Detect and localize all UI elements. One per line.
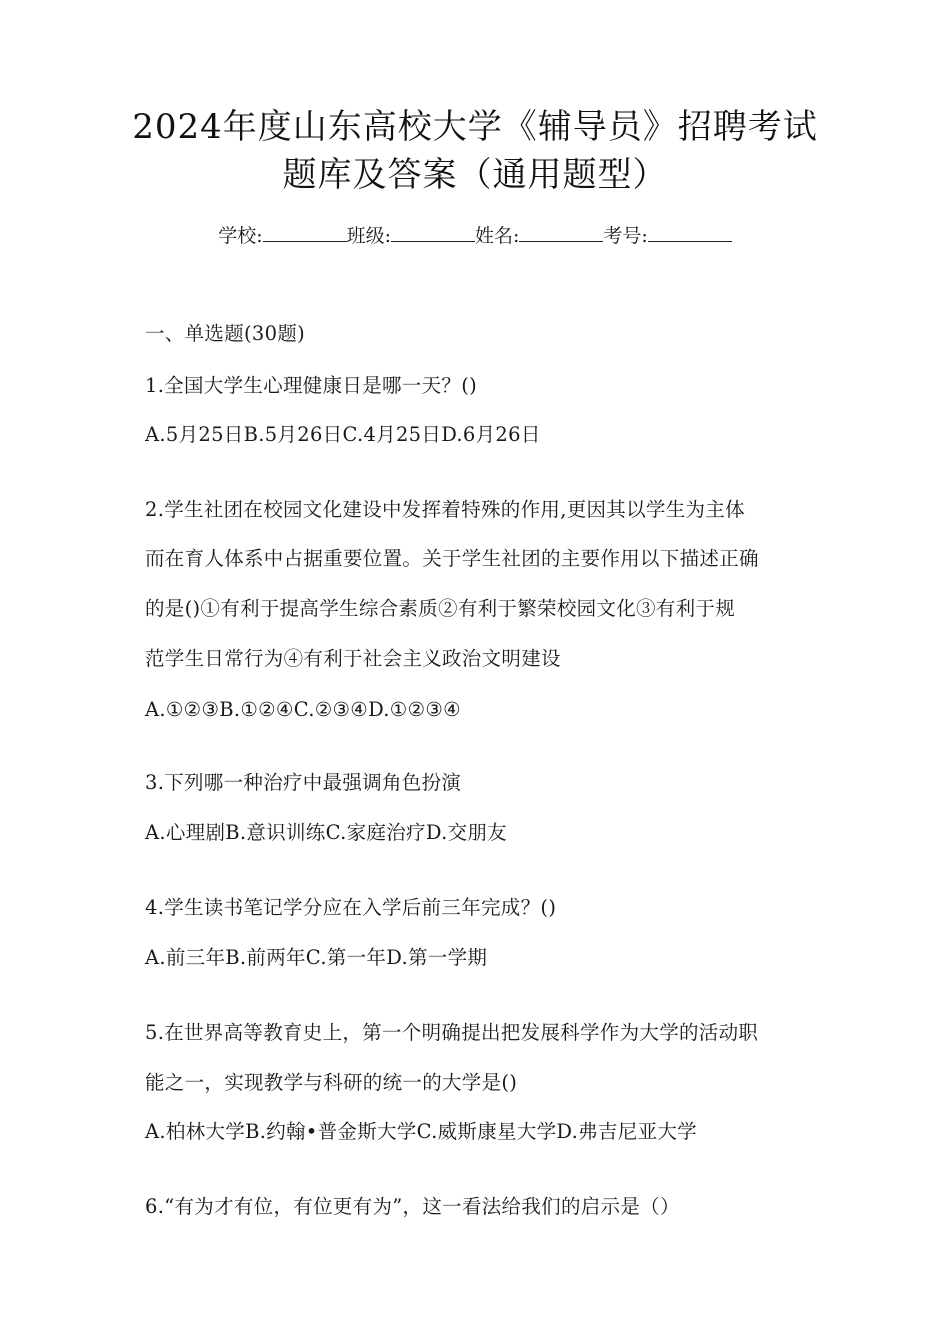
class-label: 班级: [346,225,391,247]
question-1-text: 1.全国大学生心理健康日是哪一天？() [145,374,478,397]
document-title-line-1: 2024年度山东高校大学《辅导员》招聘考试 [132,107,818,147]
question-6-text: 6.“有为才有位，有位更有为”，这一看法给我们的启示是（） [145,1195,680,1218]
document-title-line-2: 题库及答案（通用题型） [282,155,668,195]
question-2-text-line-1: 2.学生社团在校园文化建设中发挥着特殊的作用,更因其以学生为主体 [145,498,745,521]
question-2-options: A.①②③B.①②④C.②③④D.①②③④ [145,698,461,721]
question-1-options: A.5月25日B.5月26日C.4月25日D.6月26日 [145,423,541,446]
student-info-row [0,223,950,249]
number-label: 考号: [603,225,648,247]
question-4-text: 4.学生读书笔记学分应在入学后前三年完成？() [145,896,557,919]
question-2-text-line-2: 而在育人体系中占据重要位置。关于学生社团的主要作用以下描述正确 [145,547,759,570]
question-5-options: A.柏林大学B.约翰•普金斯大学C.威斯康星大学D.弗吉尼亚大学 [145,1120,697,1143]
school-blank [263,223,347,242]
school-label: 学校: [218,225,263,247]
number-blank [648,223,732,242]
question-3-text: 3.下列哪一种治疗中最强调角色扮演 [145,771,462,794]
question-2-text-line-4: 范学生日常行为④有利于社会主义政治文明建设 [145,647,561,670]
section-heading: 一、单选题(30题) [145,322,306,345]
question-5-text-line-1: 5.在世界高等教育史上，第一个明确提出把发展科学作为大学的活动职 [145,1021,759,1044]
name-blank [519,223,603,242]
question-4-options: A.前三年B.前两年C.第一年D.第一学期 [145,946,488,969]
class-blank [391,223,475,242]
question-3-options: A.心理剧B.意识训练C.家庭治疗D.交朋友 [145,821,507,844]
question-2-text-line-3: 的是()①有利于提高学生综合素质②有利于繁荣校园文化③有利于规 [145,597,736,620]
question-5-text-line-2: 能之一，实现教学与科研的统一的大学是() [145,1071,518,1094]
name-label: 姓名: [475,225,520,247]
